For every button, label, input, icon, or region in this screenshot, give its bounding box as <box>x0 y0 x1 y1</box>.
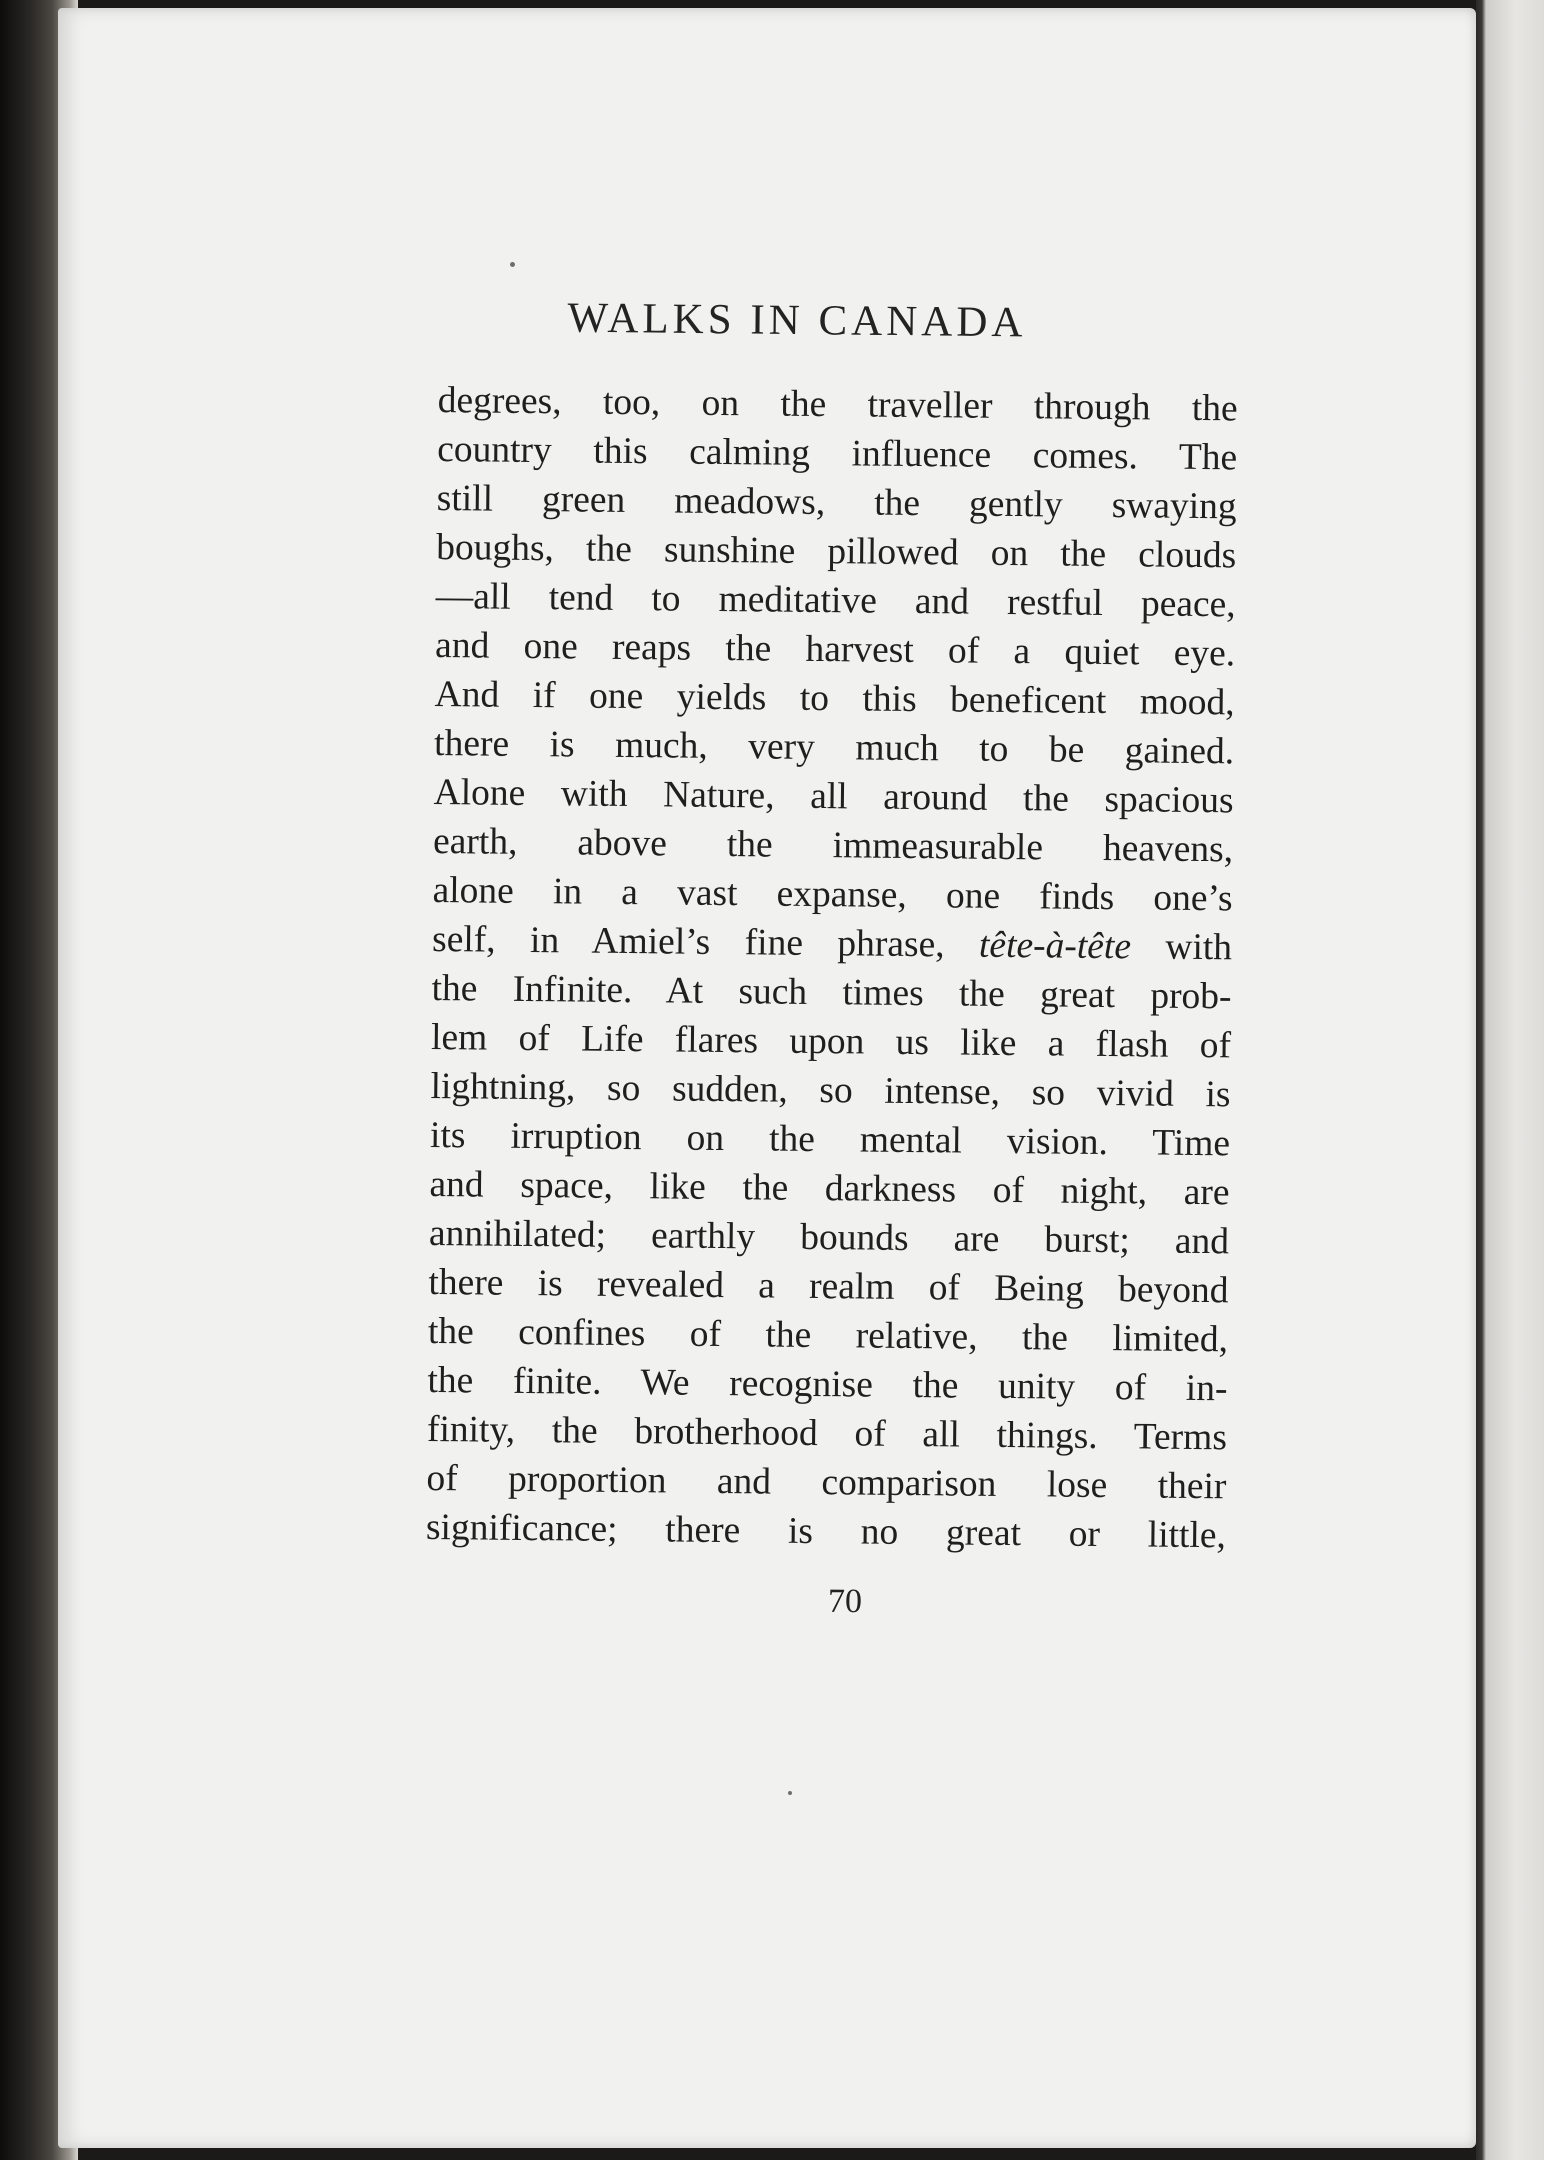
text-line <box>428 1307 1228 1364</box>
text-line <box>426 1503 1226 1560</box>
line-text: lem of Life flares upon us like a flash of <box>430 1016 1232 1067</box>
text-line <box>434 719 1234 776</box>
line-text: earth, above the immeasurable heavens, <box>432 820 1234 871</box>
line-text: the finite. We recognise the unity of in- <box>427 1359 1228 1410</box>
page-number: 70 <box>827 1582 863 1621</box>
paper-speck <box>510 262 515 267</box>
line-text: country this calming influence comes. The <box>437 428 1238 479</box>
line-text: its irruption on the mental vision. Time <box>429 1114 1231 1165</box>
line-text-before: self, in Amiel’s fine phrase, <box>431 918 980 966</box>
line-text: annihilated; earthly bounds are burst; and <box>428 1212 1230 1263</box>
text-line <box>430 1111 1230 1168</box>
line-text: there is revealed a realm of Being beyond <box>428 1261 1229 1312</box>
line-text: the Infinite. At such times the great prob- <box>431 967 1232 1018</box>
text-line <box>436 523 1236 580</box>
text-line <box>437 376 1237 433</box>
line-text: Alone with Nature, all around the spacious <box>433 771 1234 822</box>
text-line <box>432 866 1232 923</box>
line-text: boughs, the sunshine pillowed on the clouds <box>435 526 1237 577</box>
text-line <box>433 817 1233 874</box>
text-line <box>437 425 1237 482</box>
text-line <box>430 1062 1230 1119</box>
line-text: the confines of the relative, the limited, <box>427 1310 1229 1361</box>
line-text: alone in a vast expanse, one finds one’s <box>432 869 1233 920</box>
text-line <box>428 1258 1228 1315</box>
line-text: and space, like the darkness of night, are <box>429 1163 1230 1214</box>
text-line <box>429 1209 1229 1266</box>
italic-phrase: tête-à-tête <box>978 924 1132 968</box>
running-head: WALKS IN CANADA <box>567 294 1027 347</box>
text-line <box>426 1454 1226 1511</box>
text-line <box>431 964 1231 1021</box>
book-page <box>58 8 1476 2148</box>
line-text: finity, the brotherhood of all things. Terms <box>426 1408 1228 1459</box>
text-line <box>436 474 1236 531</box>
text-line <box>432 915 1232 972</box>
line-text: still green meadows, the gently swaying <box>436 477 1237 528</box>
line-text: significance; there is no great or little, <box>425 1506 1227 1557</box>
line-text: And if one yields to this beneficent mood, <box>434 673 1235 724</box>
line-text: and one reaps the harvest of a quiet eye. <box>434 624 1236 675</box>
text-line <box>435 621 1235 678</box>
line-text: degrees, too, on the traveller through the <box>437 379 1238 430</box>
line-text: —all tend to meditative and restful peace, <box>435 575 1236 626</box>
text-line <box>435 572 1235 629</box>
text-line <box>434 670 1234 727</box>
body-text <box>426 376 1238 1560</box>
line-text: of proportion and comparison lose their <box>426 1457 1227 1508</box>
text-line <box>427 1405 1227 1462</box>
text-line <box>431 1013 1231 1070</box>
line-text: there is much, very much to be gained. <box>433 722 1235 773</box>
line-text: lightning, so sudden, so intense, so vivid is <box>430 1065 1231 1116</box>
paper-speck <box>788 1791 792 1795</box>
text-line <box>427 1356 1227 1413</box>
text-line <box>433 768 1233 825</box>
text-line <box>429 1160 1229 1217</box>
line-text-after: with <box>1130 926 1233 969</box>
